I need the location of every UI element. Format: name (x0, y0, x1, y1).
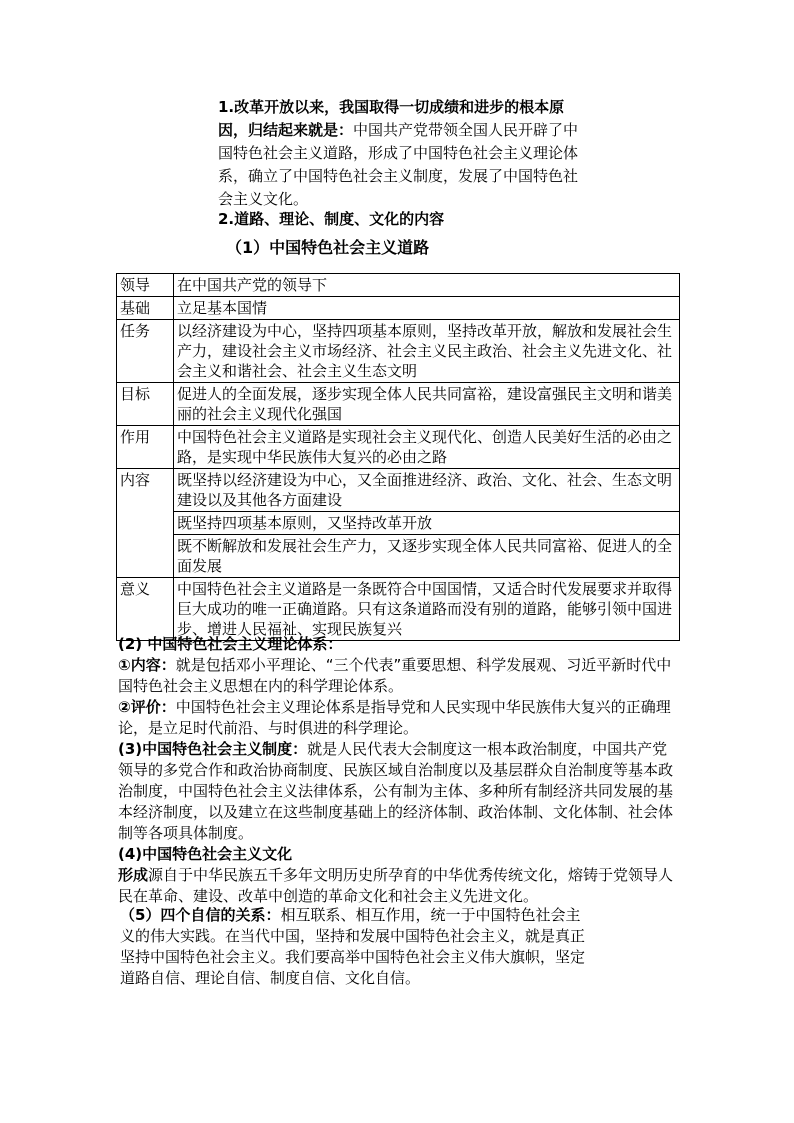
formation-paragraph (118, 865, 680, 907)
row-text: 既坚持四项基本原则，又坚持改革开放 (174, 512, 680, 535)
confidence-paragraph (120, 905, 590, 989)
row-label: 领导 (117, 274, 174, 297)
table-row (117, 274, 680, 297)
row-text: 促进人的全面发展，逐步实现全体人民共同富裕，建设富强民主文明和谐美丽的社会主义现代化强国 (174, 383, 680, 426)
row-text: 中国特色社会主义道路是一条既符合中国国情，又适合时代发展要求并取得巨大成功的唯一正确道路。只有这条道路而没有别的道路，能够引领中国进步、增进人民福祉、实现民族复兴 (174, 578, 680, 641)
formation-label: 形成 (118, 866, 149, 884)
table-row (117, 512, 680, 535)
table-row (117, 383, 680, 426)
table-row (117, 297, 680, 320)
theory-heading: (2) 中国特色社会主义理论体系： (118, 635, 343, 653)
theory-section (118, 634, 680, 907)
table-row (117, 469, 680, 512)
intro-item1-bold: 1.改革开放以来，我国取得一切成绩和进步的根本原因，归结起来就是： (218, 98, 565, 139)
row-label: 任务 (117, 320, 174, 383)
row-text: 中国特色社会主义道路是实现社会主义现代化、创造人民美好生活的必由之路，是实现中华民族伟大复兴的必由之路 (174, 426, 680, 469)
confidence-label: （5）四个自信的关系： (120, 906, 281, 924)
table-row (117, 578, 680, 641)
row-label: 意义 (117, 578, 174, 641)
confidence-text: 相互联系、相互作用，统一于中国特色社会主义的伟大实践。在当代中国，坚持和发展中国特色社会主义，就是真正坚持中国特色社会主义。我们要高举中国特色社会主义伟大旗帜，坚定道路自信、理论自信、制度自信、文化自信。 (120, 906, 586, 987)
theory-content-text: 就是包括邓小平理论、“三个代表”重要思想、科学发展观、习近平新时代中国特色社会主义思想在内的科学理论体系。 (118, 656, 672, 695)
system-text: 就是人民代表大会制度这一根本政治制度，中国共产党领导的多党合作和政治协商制度、民族区域自治制度以及基层群众自治制度等基本政治制度，中国特色社会主义法律体系，公有制为主体、多种所有制经济共同发展的基本经济制度，以及建立在这些制度基础上的经济体制、政治体制、文化体制、社会体制等各项具体制度。 (118, 740, 674, 842)
system-label: (3)中国特色社会主义制度： (118, 740, 308, 758)
row-label: 内容 (117, 469, 174, 578)
system-paragraph (118, 739, 680, 844)
intro-item1-text: 中国共产党带领全国人民开辟了中国特色社会主义道路，形成了中国特色社会主义理论体系，确立了中国特色社会主义制度，发展了中国特色社会主义文化。 (218, 121, 579, 208)
table-row (117, 535, 680, 578)
confidence-section (120, 905, 590, 989)
table-row (117, 426, 680, 469)
intro-paragraph-1 (218, 96, 590, 211)
culture-heading: (4)中国特色社会主义文化 (118, 845, 293, 863)
row-text: 既不断解放和发展社会生产力，又逐步实现全体人民共同富裕、促进人的全面发展 (174, 535, 680, 578)
theory-eval-text: 中国特色社会主义理论体系是指导党和人民实现中华民族伟大复兴的正确理论，是立足时代前沿、与时俱进的科学理论。 (118, 698, 671, 737)
section-2-subtitle: （1）中国特色社会主义道路 (226, 238, 430, 257)
row-text: 既坚持以经济建设为中心，又全面推进经济、政治、文化、社会、生态文明建设以及其他各方面建设 (174, 469, 680, 512)
row-label: 作用 (117, 426, 174, 469)
row-text: 以经济建设为中心，坚持四项基本原则，坚持改革开放，解放和发展社会生产力，建设社会主义市场经济、社会主义民主政治、社会主义先进文化、社会主义和谐社会、社会主义生态文明 (174, 320, 680, 383)
theory-content-label: ①内容： (118, 656, 176, 674)
theory-content-paragraph (118, 655, 680, 697)
row-text: 立足基本国情 (174, 297, 680, 320)
table-row (117, 320, 680, 383)
row-label: 基础 (117, 297, 174, 320)
road-table (116, 273, 680, 641)
theory-eval-label: ②评价： (118, 698, 176, 716)
theory-eval-paragraph (118, 697, 680, 739)
formation-text: 源自于中华民族五千多年文明历史所孕育的中华优秀传统文化，熔铸于党领导人民在革命、建设、改革中创造的革命文化和社会主义先进文化。 (118, 866, 674, 905)
row-text: 在中国共产党的领导下 (174, 274, 680, 297)
section-2-title: 2.道路、理论、制度、文化的内容 (218, 210, 445, 228)
row-label: 目标 (117, 383, 174, 426)
